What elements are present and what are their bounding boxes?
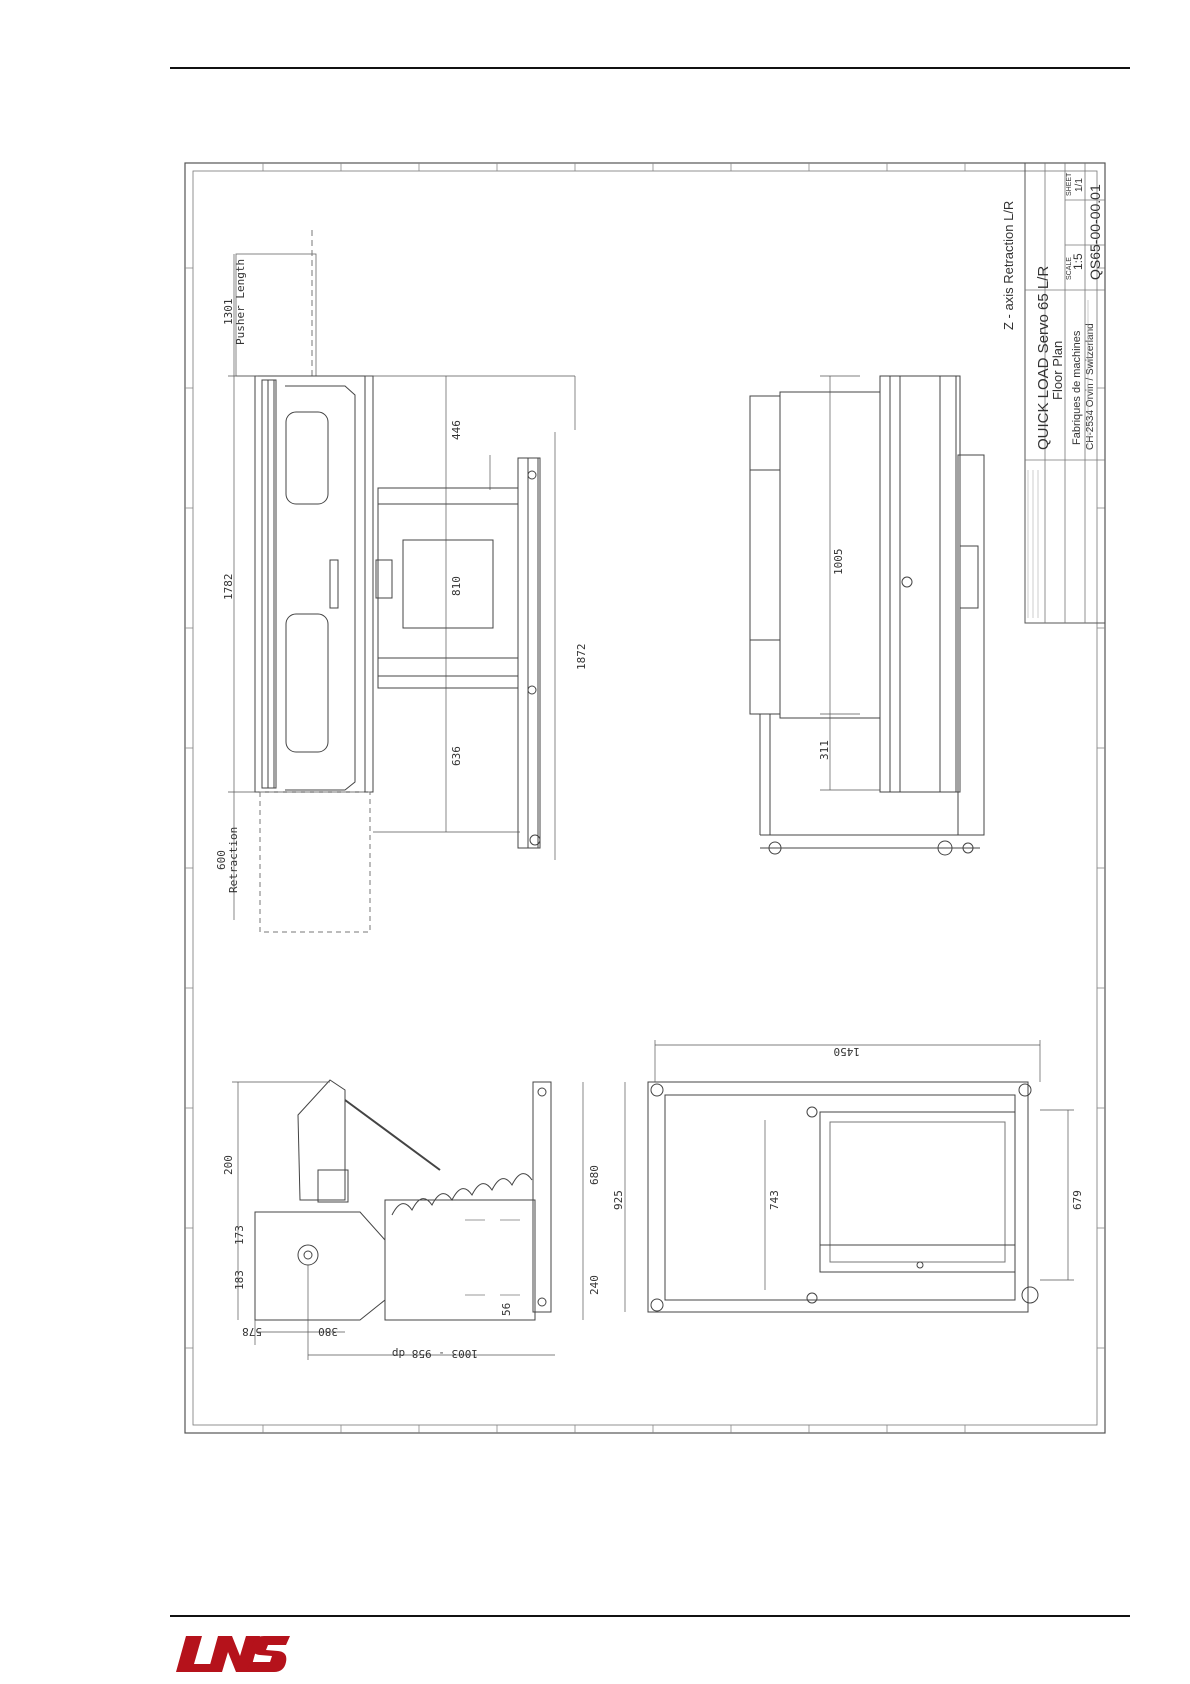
dim-380: 380: [318, 1325, 338, 1338]
dim-810: 810: [450, 576, 463, 596]
lns-logo: [172, 1630, 292, 1675]
drawing-number: QS65-00-00.01: [1087, 184, 1103, 280]
dim-200: 200: [222, 1155, 235, 1175]
dim-173: 173: [233, 1225, 246, 1245]
dim-1782: 1782: [222, 573, 235, 600]
dim-680: 680: [588, 1165, 601, 1185]
retraction-note: Z - axis Retraction L/R: [1001, 200, 1016, 330]
dim-1301: 1301: [222, 298, 235, 325]
scale-value: 1:5: [1071, 253, 1085, 270]
dim-925: 925: [612, 1190, 625, 1210]
drawing-subtitle: Floor Plan: [1050, 340, 1065, 400]
top-view: [228, 230, 575, 932]
dim-578: 578: [242, 1325, 262, 1338]
dim-600: 600: [215, 850, 228, 870]
dim-pusher-length: Pusher Length: [234, 258, 247, 345]
company-line1: Fabriques de machines: [1071, 330, 1083, 445]
company-line2: CH-2534 Orvin / Switzerland: [1085, 323, 1096, 450]
dim-311: 311: [818, 740, 831, 760]
profile-view: [232, 1080, 583, 1360]
dim-56: 56: [500, 1302, 513, 1316]
title-block: [1001, 163, 1105, 623]
side-view: [750, 376, 984, 855]
dim-636: 636: [450, 746, 463, 766]
dim-240: 240: [588, 1275, 601, 1295]
dim-retraction: Retraction: [227, 826, 240, 893]
frame-view: [625, 1040, 1074, 1312]
dim-1450: 1450: [833, 1045, 860, 1058]
sheet-value: 1/1: [1074, 178, 1085, 192]
dim-446: 446: [450, 420, 463, 440]
sheet-label: SHEET: [1066, 172, 1073, 196]
drawing-title: QUICK LOAD Servo 65 L/R: [1035, 265, 1052, 450]
dim-743: 743: [768, 1190, 781, 1210]
scale-label: SCALE: [1066, 257, 1073, 280]
dim-span: 1003 - 958 dp: [391, 1347, 478, 1360]
dim-183: 183: [233, 1270, 246, 1290]
dim-679: 679: [1071, 1190, 1084, 1210]
dim-1872: 1872: [575, 643, 588, 670]
dim-1005: 1005: [832, 548, 845, 575]
